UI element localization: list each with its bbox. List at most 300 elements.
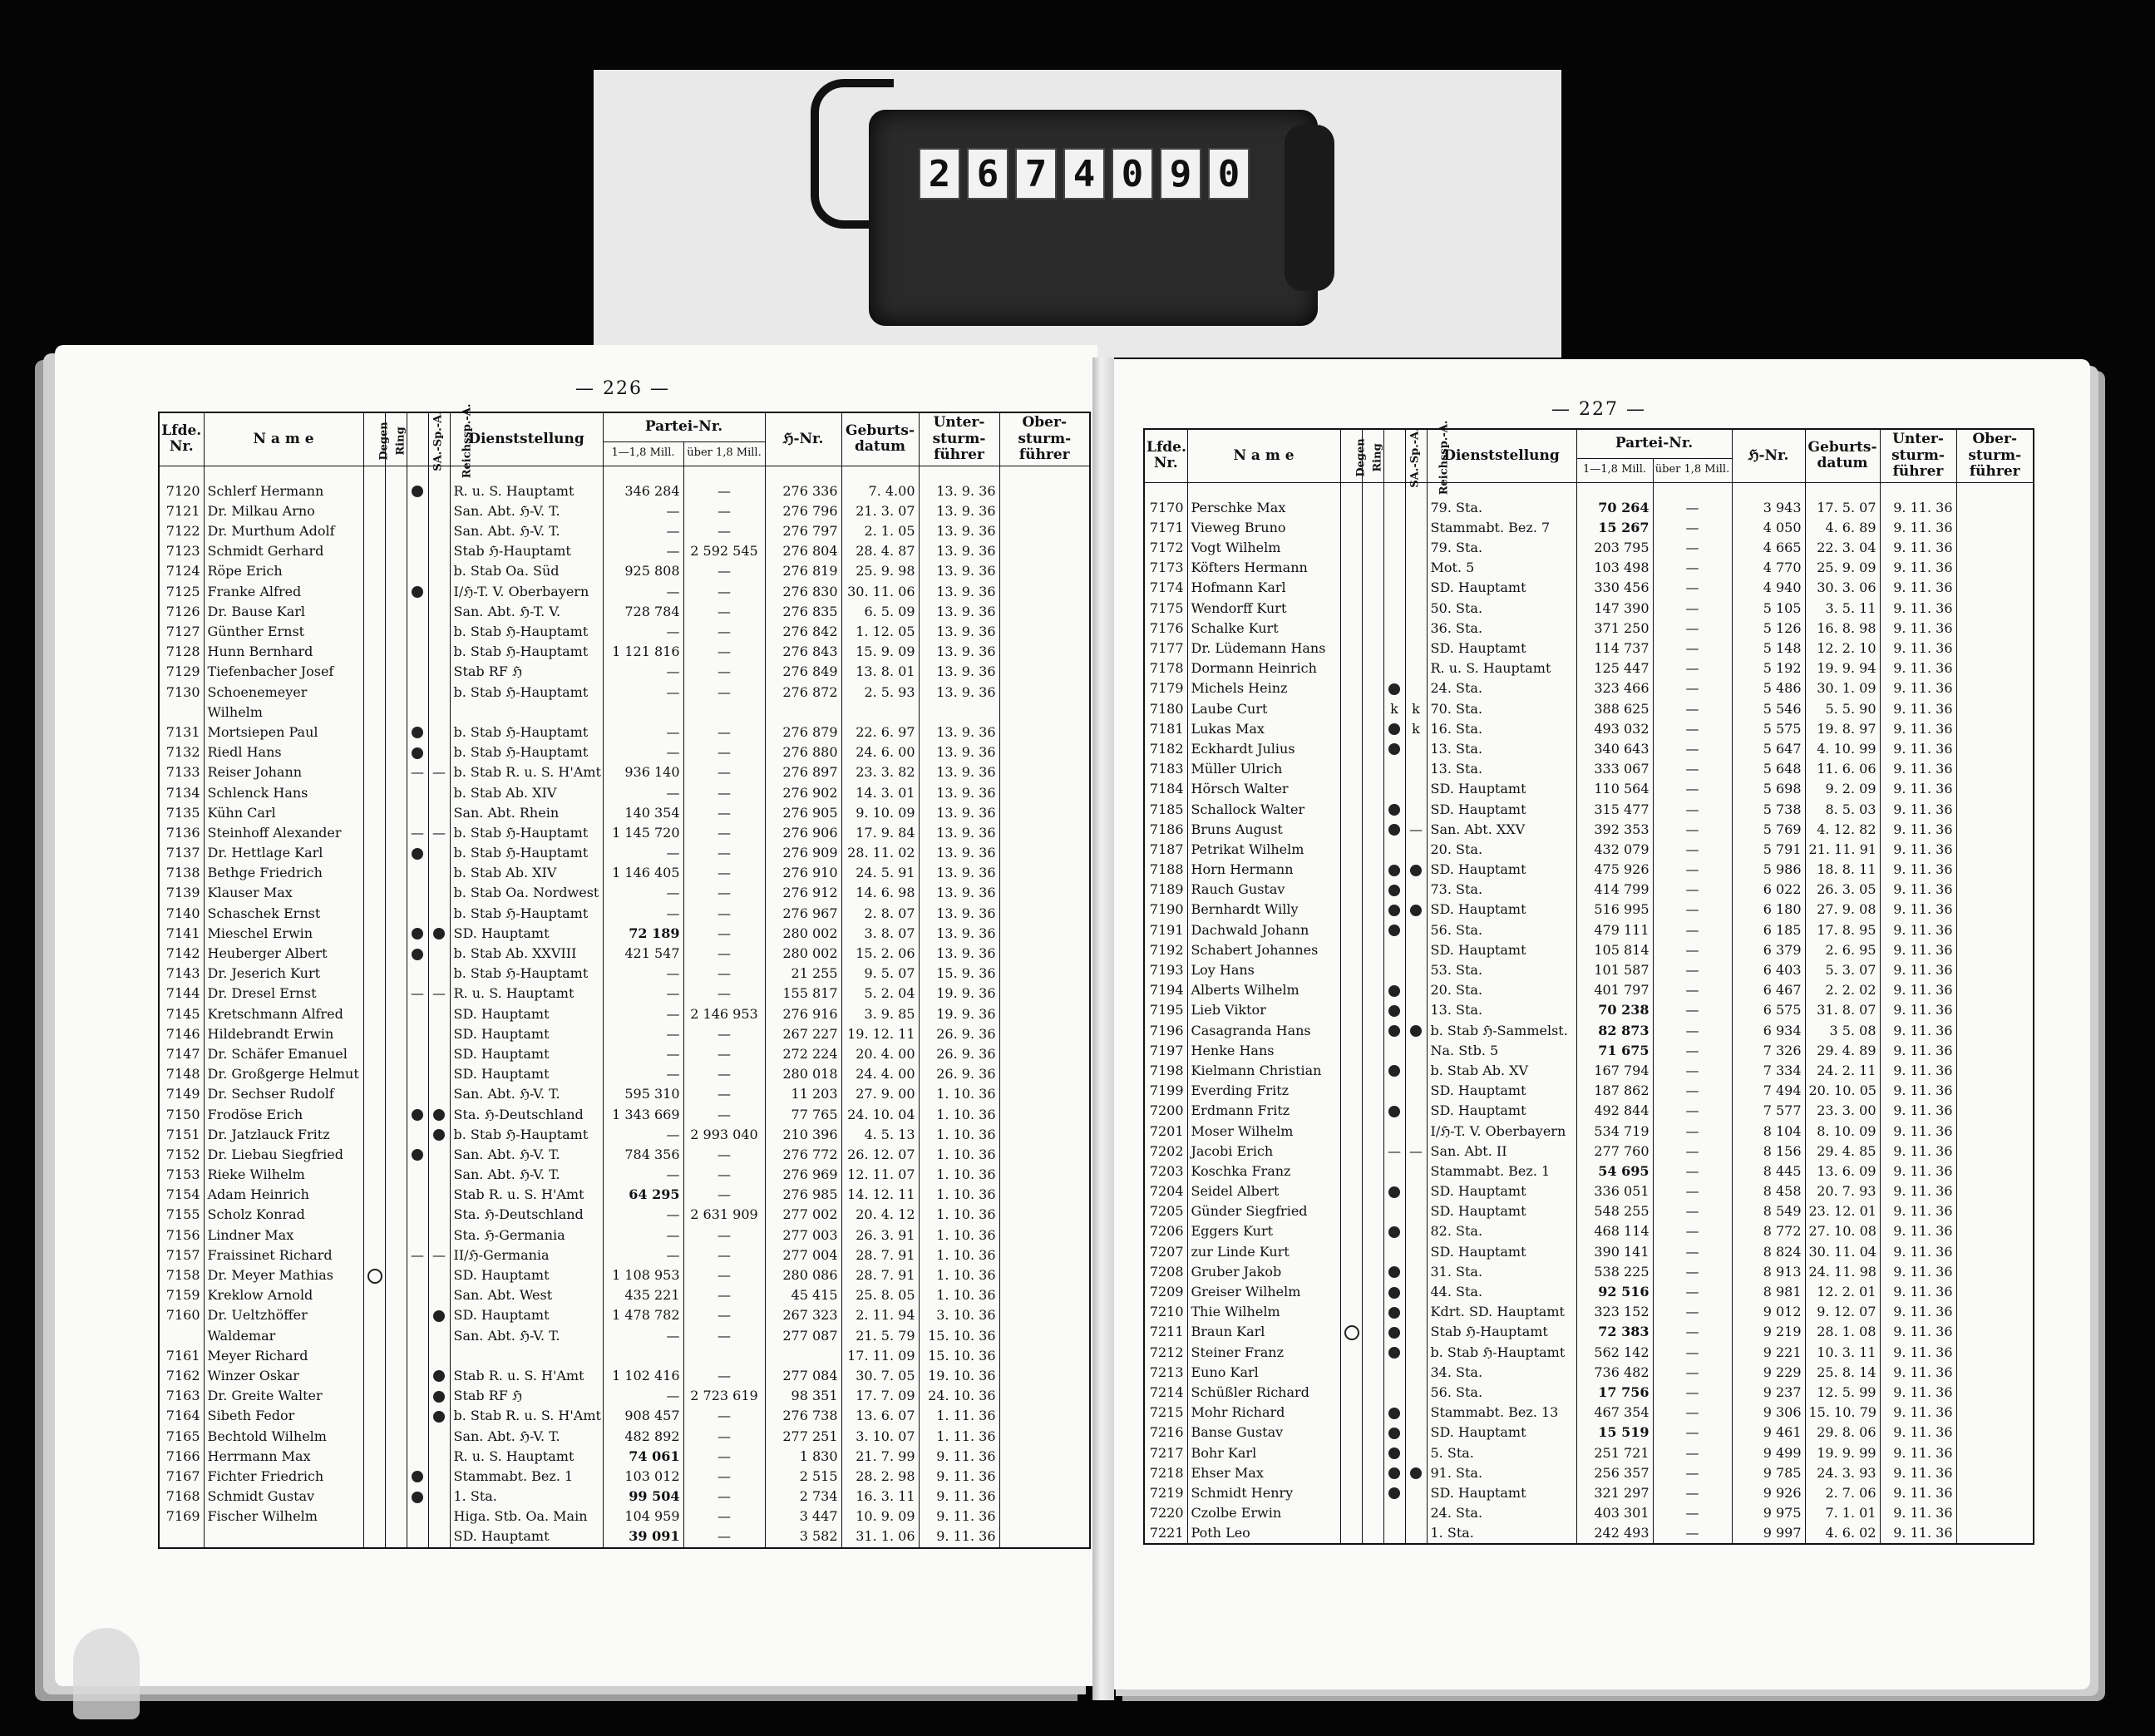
geburtsdatum: 30. 3. 06 bbox=[1805, 578, 1880, 598]
partei-nr-high: — bbox=[683, 823, 765, 843]
dienststellung: R. u. S. Hauptamt bbox=[450, 1447, 603, 1467]
ss-nr: 9 785 bbox=[1732, 1463, 1805, 1483]
table-row bbox=[1144, 498, 2034, 518]
untersturmfuehrer-date: 9. 11. 36 bbox=[1880, 1221, 1956, 1241]
geburtsdatum: 29. 8. 06 bbox=[1805, 1423, 1880, 1443]
person-name: Hunn Bernhard bbox=[204, 642, 363, 662]
decoration-mark bbox=[428, 662, 450, 682]
ss-nr: 7 577 bbox=[1732, 1101, 1805, 1121]
partei-nr-high: — bbox=[683, 924, 765, 944]
ss-nr: 277 087 bbox=[765, 1326, 841, 1346]
decoration-mark bbox=[1362, 920, 1383, 940]
decoration-mark bbox=[1340, 1363, 1362, 1383]
dienststellung: SD. Hauptamt bbox=[1427, 1423, 1576, 1443]
partei-nr-low: — bbox=[603, 1024, 683, 1044]
decoration-mark bbox=[385, 1526, 407, 1547]
decoration-mark bbox=[1405, 799, 1427, 819]
row-number: 7153 bbox=[159, 1165, 204, 1185]
geburtsdatum: 29. 4. 85 bbox=[1805, 1142, 1880, 1161]
partei-nr-low: — bbox=[603, 582, 683, 602]
decoration-mark bbox=[407, 1526, 428, 1547]
obersturmfuehrer-date bbox=[1956, 578, 2034, 598]
decoration-mark bbox=[1340, 1403, 1362, 1423]
header-ring-label: Ring bbox=[394, 426, 407, 456]
obersturmfuehrer-date bbox=[1956, 599, 2034, 619]
geburtsdatum: 4. 5. 13 bbox=[841, 1125, 919, 1145]
filled-badge-icon bbox=[1388, 1428, 1400, 1439]
decoration-mark bbox=[1340, 1523, 1362, 1544]
row-number: 7140 bbox=[159, 904, 204, 924]
partei-nr-high: — bbox=[1653, 1443, 1732, 1462]
geburtsdatum: 21. 7. 99 bbox=[841, 1447, 919, 1467]
row-number: 7169 bbox=[159, 1507, 204, 1526]
dienststellung: San. Abt. ℌ-T. V. bbox=[450, 602, 603, 622]
ss-nr: 276 910 bbox=[765, 863, 841, 883]
table-row bbox=[1144, 578, 2034, 598]
partei-nr-high: — bbox=[1653, 1121, 1732, 1141]
ss-nr: 7 334 bbox=[1732, 1061, 1805, 1081]
table-row bbox=[159, 1084, 1090, 1104]
row-number: 7164 bbox=[159, 1406, 204, 1426]
row-number: 7174 bbox=[1144, 578, 1187, 598]
partei-nr-low: 54 695 bbox=[1576, 1161, 1653, 1181]
right-page-number: — 227 — bbox=[1551, 399, 1646, 420]
decoration-mark-icon bbox=[1383, 799, 1405, 819]
decoration-mark bbox=[1362, 619, 1383, 639]
filled-badge-icon bbox=[1388, 743, 1400, 755]
untersturmfuehrer-date: 9. 11. 36 bbox=[1880, 1121, 1956, 1141]
untersturmfuehrer-date: 13. 9. 36 bbox=[919, 582, 999, 602]
person-name: Mortsiepen Paul bbox=[204, 723, 363, 742]
decoration-mark bbox=[1383, 940, 1405, 960]
dienststellung: SD. Hauptamt bbox=[1427, 1242, 1576, 1262]
dienststellung: SD. Hauptamt bbox=[1427, 940, 1576, 960]
person-name: Seidel Albert bbox=[1187, 1181, 1340, 1201]
decoration-mark bbox=[363, 1386, 385, 1406]
filled-badge-icon bbox=[1388, 1226, 1400, 1238]
partei-nr-high: — bbox=[1653, 1363, 1732, 1383]
filled-badge-icon bbox=[1388, 1266, 1400, 1278]
partei-nr-high: — bbox=[1653, 538, 1732, 558]
decoration-mark bbox=[363, 1305, 385, 1325]
partei-nr-low: 482 892 bbox=[603, 1426, 683, 1446]
partei-nr-high bbox=[683, 703, 765, 723]
partei-nr-high: — bbox=[1653, 1242, 1732, 1262]
row-number: 7197 bbox=[1144, 1041, 1187, 1061]
untersturmfuehrer-date: 13. 9. 36 bbox=[919, 742, 999, 762]
obersturmfuehrer-date bbox=[1956, 1101, 2034, 1121]
decoration-mark bbox=[385, 642, 407, 662]
partei-nr-low: — bbox=[603, 662, 683, 682]
decoration-mark bbox=[407, 803, 428, 823]
row-number: 7135 bbox=[159, 803, 204, 823]
untersturmfuehrer-date: 9. 11. 36 bbox=[1880, 1443, 1956, 1462]
filled-badge-icon bbox=[412, 848, 423, 860]
ss-nr: 276 912 bbox=[765, 883, 841, 903]
table-row bbox=[1144, 639, 2034, 658]
dienststellung: SD. Hauptamt bbox=[1427, 639, 1576, 658]
table-row bbox=[1144, 799, 2034, 819]
obersturmfuehrer-date bbox=[1956, 860, 2034, 880]
geburtsdatum: 7. 1. 01 bbox=[1805, 1503, 1880, 1523]
row-number: 7202 bbox=[1144, 1142, 1187, 1161]
ss-nr: 280 086 bbox=[765, 1265, 841, 1285]
geburtsdatum: 7. 4.00 bbox=[841, 481, 919, 501]
decoration-mark bbox=[1362, 880, 1383, 900]
decoration-mark bbox=[1383, 498, 1405, 518]
geburtsdatum: 2. 2. 02 bbox=[1805, 980, 1880, 1000]
decoration-mark bbox=[363, 944, 385, 964]
untersturmfuehrer-date: 9. 11. 36 bbox=[1880, 980, 1956, 1000]
decoration-mark-icon bbox=[407, 723, 428, 742]
table-row bbox=[1144, 860, 2034, 880]
untersturmfuehrer-date: 13. 9. 36 bbox=[919, 662, 999, 682]
decoration-mark bbox=[407, 1004, 428, 1024]
decoration-mark bbox=[385, 1386, 407, 1406]
person-name: Hörsch Walter bbox=[1187, 779, 1340, 799]
ss-nr: 5 105 bbox=[1732, 599, 1805, 619]
person-name: Bethge Friedrich bbox=[204, 863, 363, 883]
decoration-mark-icon bbox=[1383, 1101, 1405, 1121]
decoration-mark bbox=[385, 762, 407, 782]
decoration-mark: — bbox=[1405, 1142, 1427, 1161]
untersturmfuehrer-date: 9. 11. 36 bbox=[1880, 1503, 1956, 1523]
dienststellung: Sta. ℌ-Germania bbox=[450, 1226, 603, 1245]
partei-nr-high: — bbox=[683, 622, 765, 642]
table-row bbox=[1144, 1403, 2034, 1423]
counter-digits bbox=[919, 148, 1250, 200]
geburtsdatum: 4. 6. 89 bbox=[1805, 518, 1880, 538]
obersturmfuehrer-date bbox=[999, 703, 1090, 723]
table-row bbox=[1144, 1061, 2034, 1081]
decoration-mark bbox=[1405, 960, 1427, 980]
untersturmfuehrer-date: 13. 9. 36 bbox=[919, 481, 999, 501]
decoration-mark-icon bbox=[1383, 1322, 1405, 1342]
decoration-mark bbox=[1405, 840, 1427, 860]
person-name: Heuberger Albert bbox=[204, 944, 363, 964]
table-row bbox=[1144, 1383, 2034, 1403]
header-partei-low: 1—1,8 Mill. bbox=[1576, 459, 1653, 482]
dienststellung: 91. Sta. bbox=[1427, 1463, 1576, 1483]
decoration-mark bbox=[1340, 1101, 1362, 1121]
partei-nr-high: — bbox=[683, 863, 765, 883]
decoration-mark bbox=[1362, 1262, 1383, 1282]
partei-nr-low: 421 547 bbox=[603, 944, 683, 964]
decoration-mark-icon bbox=[1383, 1282, 1405, 1302]
decoration-mark bbox=[1340, 518, 1362, 538]
decoration-mark bbox=[1383, 1363, 1405, 1383]
decoration-mark bbox=[1405, 1363, 1427, 1383]
row-number: 7146 bbox=[159, 1024, 204, 1044]
decoration-mark bbox=[363, 1366, 385, 1386]
header-degen-label: Degen bbox=[1354, 437, 1368, 477]
decoration-mark bbox=[1340, 1343, 1362, 1363]
obersturmfuehrer-date bbox=[1956, 779, 2034, 799]
person-name: Rauch Gustav bbox=[1187, 880, 1340, 900]
person-name: Dr. Murthum Adolf bbox=[204, 521, 363, 541]
decoration-mark bbox=[1383, 759, 1405, 779]
decoration-mark bbox=[1340, 699, 1362, 719]
table-row bbox=[1144, 1221, 2034, 1241]
decoration-mark-icon bbox=[428, 1305, 450, 1325]
obersturmfuehrer-date bbox=[1956, 1181, 2034, 1201]
obersturmfuehrer-date bbox=[999, 481, 1090, 501]
geburtsdatum: 9. 10. 09 bbox=[841, 803, 919, 823]
decoration-mark bbox=[363, 823, 385, 843]
geburtsdatum: 28. 2. 98 bbox=[841, 1467, 919, 1487]
person-name: Dr. Jeserich Kurt bbox=[204, 964, 363, 984]
dienststellung: I/ℌ-T. V. Oberbayern bbox=[1427, 1121, 1576, 1141]
filled-badge-icon bbox=[1388, 885, 1400, 896]
ss-nr: 4 050 bbox=[1732, 518, 1805, 538]
untersturmfuehrer-date: 13. 9. 36 bbox=[919, 602, 999, 622]
decoration-mark-icon bbox=[407, 843, 428, 863]
partei-nr-high: — bbox=[1653, 940, 1732, 960]
row-number: 7151 bbox=[159, 1125, 204, 1145]
partei-nr-low: 936 140 bbox=[603, 762, 683, 782]
partei-nr-low: 15 267 bbox=[1576, 518, 1653, 538]
geburtsdatum: 9. 2. 09 bbox=[1805, 779, 1880, 799]
ss-nr: 155 817 bbox=[765, 984, 841, 1004]
untersturmfuehrer-date: 9. 11. 36 bbox=[1880, 1201, 1956, 1221]
row-number: 7198 bbox=[1144, 1061, 1187, 1081]
decoration-mark bbox=[1405, 1503, 1427, 1523]
ss-nr: 276 738 bbox=[765, 1406, 841, 1426]
partei-nr-high: — bbox=[1653, 920, 1732, 940]
dienststellung: Mot. 5 bbox=[1427, 558, 1576, 578]
partei-nr-high: — bbox=[683, 561, 765, 581]
partei-nr-low: — bbox=[603, 883, 683, 903]
untersturmfuehrer-date: 13. 9. 36 bbox=[919, 803, 999, 823]
decoration-mark bbox=[1405, 1041, 1427, 1061]
obersturmfuehrer-date bbox=[999, 904, 1090, 924]
untersturmfuehrer-date: 13. 9. 36 bbox=[919, 541, 999, 561]
partei-nr-low: 70 238 bbox=[1576, 1000, 1653, 1020]
decoration-mark bbox=[1405, 1242, 1427, 1262]
dienststellung: SD. Hauptamt bbox=[1427, 779, 1576, 799]
table-row bbox=[159, 1125, 1090, 1145]
decoration-mark bbox=[1405, 1101, 1427, 1121]
untersturmfuehrer-date: 1. 10. 36 bbox=[919, 1245, 999, 1265]
partei-nr-high: — bbox=[683, 642, 765, 662]
partei-nr-low: — bbox=[603, 1386, 683, 1406]
geburtsdatum: 8. 5. 03 bbox=[1805, 799, 1880, 819]
person-name: Hildebrandt Erwin bbox=[204, 1024, 363, 1044]
table-row bbox=[159, 1467, 1090, 1487]
decoration-mark bbox=[385, 1044, 407, 1064]
partei-nr-high: — bbox=[683, 1104, 765, 1124]
geburtsdatum: 3. 5. 11 bbox=[1805, 599, 1880, 619]
table-row bbox=[159, 1145, 1090, 1165]
decoration-mark-icon bbox=[1383, 739, 1405, 759]
row-number: 7184 bbox=[1144, 779, 1187, 799]
person-name: Schmidt Gerhard bbox=[204, 541, 363, 561]
decoration-mark bbox=[1405, 1423, 1427, 1443]
decoration-mark-icon bbox=[1405, 1463, 1427, 1483]
obersturmfuehrer-date bbox=[1956, 1142, 2034, 1161]
row-number: 7144 bbox=[159, 984, 204, 1004]
decoration-mark bbox=[1383, 1201, 1405, 1221]
geburtsdatum: 17. 8. 95 bbox=[1805, 920, 1880, 940]
ss-nr: 9 219 bbox=[1732, 1322, 1805, 1342]
ss-nr: 7 326 bbox=[1732, 1041, 1805, 1061]
ss-nr: 2 734 bbox=[765, 1487, 841, 1507]
table-row bbox=[1144, 1161, 2034, 1181]
decoration-mark bbox=[428, 964, 450, 984]
spacer-cell bbox=[1340, 482, 1362, 498]
decoration-mark-icon bbox=[1383, 880, 1405, 900]
untersturmfuehrer-date: 1. 10. 36 bbox=[919, 1125, 999, 1145]
partei-nr-high: — bbox=[1653, 980, 1732, 1000]
ss-nr: 9 229 bbox=[1732, 1363, 1805, 1383]
partei-nr-high: — bbox=[683, 1044, 765, 1064]
partei-nr-high: — bbox=[1653, 1282, 1732, 1302]
untersturmfuehrer-date: 9. 11. 36 bbox=[1880, 1403, 1956, 1423]
dienststellung: SD. Hauptamt bbox=[450, 1305, 603, 1325]
partei-nr-low: 103 498 bbox=[1576, 558, 1653, 578]
decoration-mark bbox=[1383, 619, 1405, 639]
person-name: Schmidt Henry bbox=[1187, 1483, 1340, 1503]
partei-nr-low: 74 061 bbox=[603, 1447, 683, 1467]
untersturmfuehrer-date: 9. 11. 36 bbox=[1880, 1282, 1956, 1302]
row-number: 7209 bbox=[1144, 1282, 1187, 1302]
decoration-mark bbox=[428, 1044, 450, 1064]
person-name: Fichter Friedrich bbox=[204, 1467, 363, 1487]
geburtsdatum: 31. 8. 07 bbox=[1805, 1000, 1880, 1020]
dienststellung: SD. Hauptamt bbox=[450, 1024, 603, 1044]
decoration-mark: — bbox=[407, 823, 428, 843]
decoration-mark bbox=[363, 782, 385, 802]
untersturmfuehrer-date: 9. 11. 36 bbox=[1880, 1463, 1956, 1483]
partei-nr-low: 82 873 bbox=[1576, 1021, 1653, 1041]
right-register-table bbox=[1143, 420, 2034, 1545]
filled-badge-icon bbox=[1388, 1106, 1400, 1117]
geburtsdatum: 6. 5. 09 bbox=[841, 602, 919, 622]
decoration-mark bbox=[428, 1507, 450, 1526]
filled-badge-icon bbox=[412, 1492, 423, 1503]
decoration-mark bbox=[1405, 1161, 1427, 1181]
decoration-mark bbox=[363, 683, 385, 703]
table-row bbox=[1144, 599, 2034, 619]
geburtsdatum: 2. 8. 07 bbox=[841, 904, 919, 924]
dienststellung: SD. Hauptamt bbox=[1427, 860, 1576, 880]
geburtsdatum: 2. 11. 94 bbox=[841, 1305, 919, 1325]
dienststellung: R. u. S. Hauptamt bbox=[450, 984, 603, 1004]
decoration-mark bbox=[1340, 619, 1362, 639]
partei-nr-low: 784 356 bbox=[603, 1145, 683, 1165]
decoration-mark bbox=[1340, 1262, 1362, 1282]
decoration-mark-icon bbox=[1383, 900, 1405, 920]
obersturmfuehrer-date bbox=[1956, 1483, 2034, 1503]
ss-nr: 77 765 bbox=[765, 1104, 841, 1124]
untersturmfuehrer-date: 19. 10. 36 bbox=[919, 1366, 999, 1386]
geburtsdatum: 14. 3. 01 bbox=[841, 782, 919, 802]
person-name: Dachwald Johann bbox=[1187, 920, 1340, 940]
row-number: 7188 bbox=[1144, 860, 1187, 880]
decoration-mark bbox=[363, 1487, 385, 1507]
row-number: 7167 bbox=[159, 1467, 204, 1487]
decoration-mark bbox=[385, 1366, 407, 1386]
table-row bbox=[1144, 820, 2034, 840]
decoration-mark bbox=[1340, 860, 1362, 880]
decoration-mark bbox=[363, 1104, 385, 1124]
partei-nr-high: — bbox=[1653, 1523, 1732, 1544]
geburtsdatum: 22. 3. 04 bbox=[1805, 538, 1880, 558]
person-name: Ehser Max bbox=[1187, 1463, 1340, 1483]
person-name: Vogt Wilhelm bbox=[1187, 538, 1340, 558]
dienststellung: b. Stab R. u. S. H'Amt bbox=[450, 762, 603, 782]
ring-badge-icon bbox=[367, 1269, 382, 1284]
obersturmfuehrer-date bbox=[999, 1386, 1090, 1406]
decoration-mark bbox=[1362, 940, 1383, 960]
decoration-mark bbox=[363, 642, 385, 662]
decoration-mark-icon bbox=[1383, 1221, 1405, 1241]
geburtsdatum: 25. 8. 14 bbox=[1805, 1363, 1880, 1383]
obersturmfuehrer-date bbox=[1956, 1081, 2034, 1101]
partei-nr-low bbox=[603, 703, 683, 723]
untersturmfuehrer-date: 9. 11. 36 bbox=[1880, 1423, 1956, 1443]
person-name: Eckhardt Julius bbox=[1187, 739, 1340, 759]
ss-nr: 9 237 bbox=[1732, 1383, 1805, 1403]
partei-nr-low: 315 477 bbox=[1576, 799, 1653, 819]
decoration-mark bbox=[1362, 960, 1383, 980]
decoration-mark bbox=[385, 622, 407, 642]
decoration-mark bbox=[1340, 840, 1362, 860]
decoration-mark bbox=[1383, 1121, 1405, 1141]
decoration-mark bbox=[385, 742, 407, 762]
header-dienststellung: Dienststellung bbox=[1427, 429, 1576, 482]
dienststellung: SD. Hauptamt bbox=[1427, 1081, 1576, 1101]
row-number: 7160 bbox=[159, 1305, 204, 1325]
table-row bbox=[159, 1004, 1090, 1024]
decoration-mark bbox=[407, 683, 428, 703]
row-number: 7162 bbox=[159, 1366, 204, 1386]
header-sa-sp-label: SA.-Sp.-A. bbox=[431, 410, 445, 471]
person-name: Günder Siegfried bbox=[1187, 1201, 1340, 1221]
partei-nr-high: — bbox=[1653, 1423, 1732, 1443]
filled-badge-icon bbox=[1388, 683, 1400, 695]
obersturmfuehrer-date bbox=[1956, 980, 2034, 1000]
partei-nr-high: — bbox=[1653, 1483, 1732, 1503]
decoration-mark bbox=[1362, 1221, 1383, 1241]
obersturmfuehrer-date bbox=[999, 1024, 1090, 1044]
partei-nr-low: 39 091 bbox=[603, 1526, 683, 1547]
filled-badge-icon bbox=[433, 1370, 445, 1382]
decoration-mark bbox=[428, 521, 450, 541]
header-dienststellung: Dienststellung bbox=[450, 412, 603, 466]
row-number: 7213 bbox=[1144, 1363, 1187, 1383]
decoration-mark bbox=[1362, 860, 1383, 880]
table-row bbox=[159, 1447, 1090, 1467]
ss-nr: 267 323 bbox=[765, 1305, 841, 1325]
partei-nr-low: 908 457 bbox=[603, 1406, 683, 1426]
partei-nr-high: — bbox=[1653, 678, 1732, 698]
partei-nr-low: 323 466 bbox=[1576, 678, 1653, 698]
decoration-mark bbox=[1362, 658, 1383, 678]
decoration-mark bbox=[1362, 498, 1383, 518]
person-name: Kretschmann Alfred bbox=[204, 1004, 363, 1024]
table-row bbox=[159, 1426, 1090, 1446]
table-row bbox=[159, 1245, 1090, 1265]
untersturmfuehrer-date: 9. 11. 36 bbox=[919, 1487, 999, 1507]
obersturmfuehrer-date bbox=[999, 1165, 1090, 1185]
decoration-mark-icon bbox=[1383, 1403, 1405, 1423]
decoration-mark bbox=[1405, 880, 1427, 900]
ss-nr: 2 515 bbox=[765, 1467, 841, 1487]
decoration-mark bbox=[407, 642, 428, 662]
table-row bbox=[1144, 1262, 2034, 1282]
decoration-mark bbox=[428, 1526, 450, 1547]
